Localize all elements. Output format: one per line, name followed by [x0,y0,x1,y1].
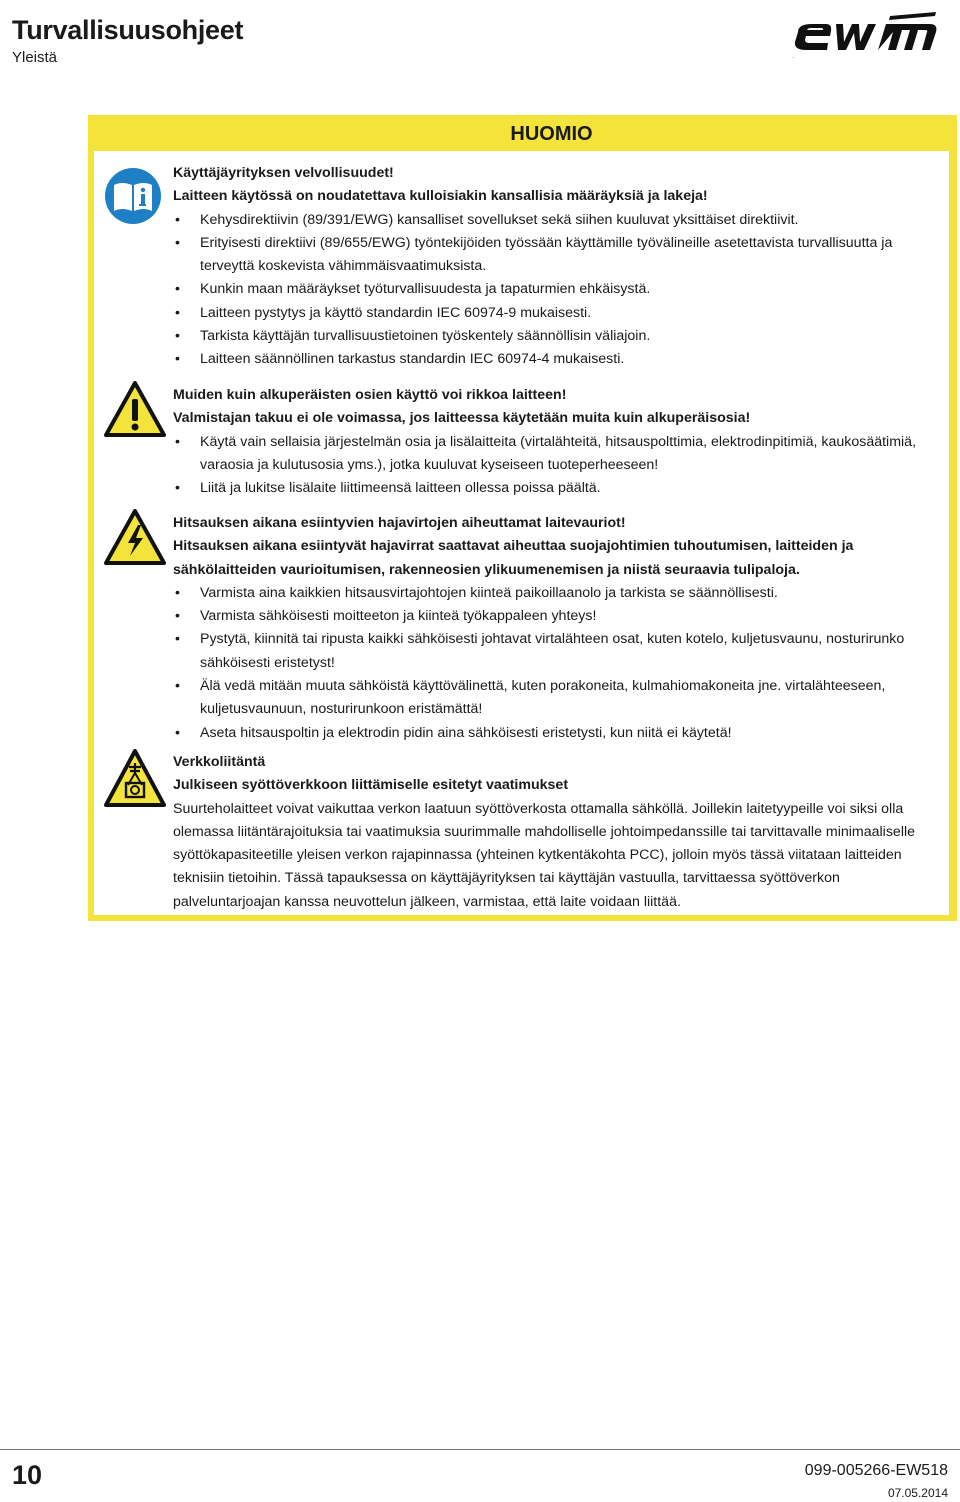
bullet-list [173,582,941,745]
list-item: • Varmista aina kaikkien hitsausvirtajohtojen kiinteä paikoillaanolo ja tarkista se säännöllisesti. [173,582,941,605]
section-heading: Julkiseen syöttöverkkoon liittämiselle esitetyt vaatimukset [173,777,569,794]
list-item: • Laitteen pystytys ja käyttö standardin IEC 60974-9 mukaisesti. [173,302,941,325]
footer-divider [0,1449,960,1450]
document-number: 099-005266-EW518 [804,1462,948,1479]
page-header [12,14,243,67]
notice-body [94,151,949,915]
section-stray-currents [173,512,941,745]
section-paragraph: Suurteholaitteet voivat vaikuttaa verkon laatuun syöttöverkosta ottamalla sähköllä. Joillekin laitetyypeille voi siksi olla olemassa liitäntärajoituksia tai vaatimuksia suurimmalle mahdolliselle johtoimpedanssille tai tarvittavalle minimaaliselle syöttökapasiteetille yleisen verkon rajapinnassa (yhteinen kytkentäkohta PCC), jolloin myös tässä viitataan laitteiden teknisiin tietoihin. Tässä tapauksessa on käyttäjäyrityksen tai käyttäjän vastuulla, tarvittaessa syöttöverkon palveluntarjoajan kanssa neuvottelun jälkeen, varmistaa, että laite voidaan liittää. [173,800,916,910]
list-item: • Käytä vain sellaisia järjestelmän osia ja lisälaitteita (virtalähteitä, hitsauspolttimia, elektrodinpitimiä, kaukosäätimiä, varaosia ja kulutusosia yms.), jotka kuuluvat kyseiseen tuoteperheeseen! [173,431,941,478]
list-item: • Tarkista käyttäjän turvallisuustietoinen työskentely säännöllisin väliajoin. [173,325,941,348]
list-item: • Kehysdirektiivin (89/391/EWG) kansalliset sovellukset sekä siihen kuuluvat yksittäiset direktiivit. [173,209,941,232]
bullet-list [173,431,941,501]
section-heading: Muiden kuin alkuperäisten osien käyttö voi rikkoa laitteen! [173,387,567,403]
section-heading: Verkkoliitäntä [173,754,266,770]
section-heading: Hitsauksen aikana esiintyvät hajavirrat saattavat aiheuttaa suojajohtimien tuhoutumisen, laitteiden ja sähkölaitteiden vaurioitumisen, rakenneosien ylikuumenemisen ja niistä seuraavia tulipaloja. [173,538,854,578]
section-operator-obligations [173,162,941,372]
list-item: • Liitä ja lukitse lisälaite liittimeensä laitteen ollessa poissa päältä. [173,477,941,500]
section-heading: Käyttäjäyrityksen velvollisuudet! [173,165,394,181]
list-item: • Aseta hitsauspoltin ja elektrodin pidin aina sähköisesti eristetysti, kun niitä ei käytetä! [173,722,941,745]
document-date: 07.05.2014 [887,1486,948,1500]
warning-exclamation-icon [104,381,166,437]
page-subtitle: Yleistä [12,49,58,66]
list-item: • Laitteen säännöllinen tarkastus standardin IEC 60974-4 mukaisesti. [173,348,941,371]
list-item: • Älä vedä mitään muuta sähköistä käyttövälinettä, kuten porakoneita, kulmahiomakoneita jne. virtalähteeseen, kuljetusvaunuun, nosturirunkoon eristämättä! [173,675,941,722]
ewm-logo [792,10,938,60]
section-heading: Valmistajan takuu ei ole voimassa, jos laitteessa käytetään muita kuin alkuperäisosia! [173,410,751,427]
page-number: 10 [12,1460,43,1490]
section-heading: Hitsauksen aikana esiintyvien hajavirtojen aiheuttamat laitevauriot! [173,515,626,531]
list-item: • Erityisesti direktiivi (89/655/EWG) työntekijöiden työssään käyttämille työvälineille asetettavista turvallisuutta ja terveyttä koskevista vähimmäisvaatimuksista. [173,232,941,279]
page-title: Turvallisuusohjeet [12,15,244,45]
section-heading: Laitteen käytössä on noudatettava kulloisiakin kansallisia määräyksiä ja lakeja! [173,188,708,205]
section-mains-connection [173,751,941,914]
list-item: • Kunkin maan määräykset työturvallisuudesta ja tapaturmien ehkäisystä. [173,278,941,301]
high-voltage-warning-icon [104,509,166,565]
list-item: • Varmista sähköisesti moitteeton ja kiinteä työkappaleen yhteys! [173,605,941,628]
list-item: • Pystytä, kiinnitä tai ripusta kaikki sähköisesti johtavat virtalähteen osat, kuten kotelo, kuljetusvaunu, nosturirunko sähköisesti eristetyst! [173,628,941,675]
notice-box [88,115,957,921]
manual-info-icon [104,167,162,225]
bullet-list [173,209,941,372]
logo-text: ewm [792,58,795,59]
section-original-parts [173,384,941,500]
power-grid-warning-icon [104,749,166,807]
notice-heading: HUOMIO [510,123,593,145]
